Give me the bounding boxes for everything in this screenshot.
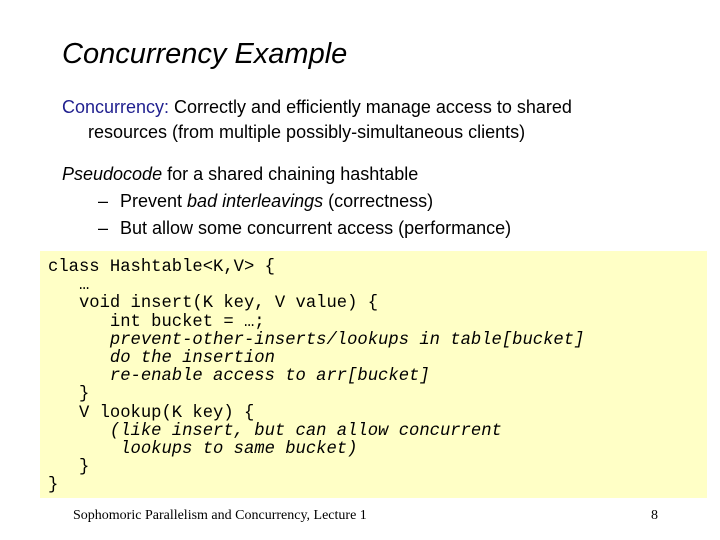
code-text: int bucket = …; bbox=[109, 312, 265, 332]
code-block bbox=[40, 251, 707, 498]
code-indent bbox=[48, 404, 79, 423]
pseudocode-section bbox=[62, 161, 682, 242]
code-line bbox=[48, 259, 584, 277]
bullet-item bbox=[62, 215, 682, 242]
code-line bbox=[48, 441, 584, 459]
code-line bbox=[48, 405, 584, 423]
code-text: } bbox=[78, 385, 90, 405]
bullet-item bbox=[62, 188, 682, 215]
code-indent bbox=[48, 458, 79, 477]
code-line bbox=[48, 277, 584, 295]
code-indent bbox=[48, 294, 79, 313]
code-text: re-enable access to arr[bucket] bbox=[109, 367, 430, 387]
code-indent bbox=[48, 385, 79, 404]
slide-title: Concurrency Example bbox=[62, 38, 348, 70]
code-line bbox=[48, 423, 584, 441]
code-text: lookups to same bucket) bbox=[120, 440, 358, 460]
code-text: (like insert, but can allow concurrent bbox=[109, 421, 502, 441]
code-line bbox=[48, 295, 584, 313]
code-indent bbox=[48, 367, 110, 386]
code-line bbox=[48, 332, 584, 350]
code-indent bbox=[48, 331, 110, 350]
bullet-emphasis: bad interleavings bbox=[187, 191, 324, 211]
code-text: void insert(K key, V value) { bbox=[78, 294, 379, 314]
code-indent bbox=[48, 349, 110, 368]
code-text: } bbox=[78, 458, 90, 478]
code-line bbox=[48, 314, 584, 332]
bullet-text: Prevent bbox=[120, 191, 188, 211]
bullet-dash: – bbox=[98, 191, 109, 211]
pseudocode-emphasis: Pseudocode bbox=[62, 164, 163, 184]
bullet-text: But allow some concurrent access (performance) bbox=[120, 218, 512, 238]
code-text: do the insertion bbox=[109, 349, 275, 369]
definition-term: Concurrency: bbox=[62, 97, 170, 117]
code-indent bbox=[48, 440, 120, 459]
code-indent bbox=[48, 276, 79, 295]
code-listing bbox=[48, 259, 584, 496]
code-line bbox=[48, 368, 584, 386]
bullet-text-post: (correctness) bbox=[323, 191, 434, 211]
code-line bbox=[48, 386, 584, 404]
code-line bbox=[48, 477, 584, 495]
code-line bbox=[48, 350, 584, 368]
definition-text-line2: resources (from multiple possibly-simultaneous clients) bbox=[88, 122, 526, 142]
footer-text: Sophomoric Parallelism and Concurrency, Lecture 1 bbox=[73, 508, 367, 523]
code-indent bbox=[48, 313, 110, 332]
code-indent bbox=[48, 422, 110, 441]
code-text: … bbox=[78, 276, 90, 296]
code-text: } bbox=[48, 476, 59, 496]
code-text: prevent-other-inserts/lookups in table[bucket] bbox=[109, 330, 585, 350]
bullet-dash: – bbox=[98, 218, 109, 238]
concurrency-definition bbox=[62, 95, 662, 145]
code-text: V lookup(K key) { bbox=[78, 403, 255, 423]
code-line bbox=[48, 459, 584, 477]
definition-text-line1: Correctly and efficiently manage access to shared bbox=[169, 97, 572, 117]
page-number: 8 bbox=[651, 508, 658, 523]
code-text: class Hashtable<K,V> { bbox=[48, 258, 275, 277]
pseudocode-intro-rest: for a shared chaining hashtable bbox=[162, 164, 419, 184]
